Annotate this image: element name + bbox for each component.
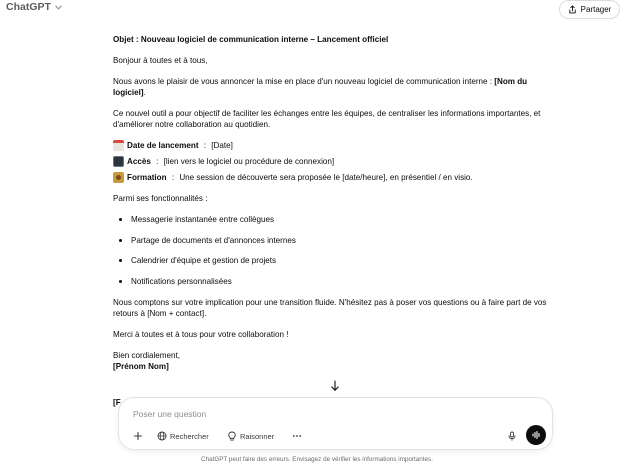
more-dots-icon xyxy=(292,431,302,441)
signature-partial: [F xyxy=(113,398,121,407)
composer xyxy=(118,397,553,450)
detail-value: [Date] xyxy=(211,141,233,150)
list-item: Calendrier d'équipe et gestion de projets xyxy=(113,255,553,266)
software-name: [Nom du logiciel] xyxy=(113,77,528,97)
detail-sep: : xyxy=(153,157,161,166)
computer-emoji-icon xyxy=(113,156,124,167)
sign-off: Bien cordialement, xyxy=(113,350,181,360)
calendar-emoji-icon xyxy=(113,140,124,151)
email-signoff xyxy=(113,350,553,372)
detail-launch-date xyxy=(113,140,553,151)
features-intro: Parmi ses fonctionnalités : xyxy=(113,194,208,203)
assistant-message xyxy=(113,34,553,382)
scroll-down-icon[interactable] xyxy=(330,380,340,392)
lightbulb-icon xyxy=(227,431,237,441)
search-label: Rechercher xyxy=(170,431,209,441)
list-item: Notifications personnalisées xyxy=(113,276,553,287)
detail-value: Une session de découverte sera proposée le [date/heure], en présentiel / en visio. xyxy=(179,173,473,182)
disclaimer: ChatGPT peut faire des erreurs. Envisagez de vérifier les informations importantes. xyxy=(201,456,433,463)
reason-button[interactable] xyxy=(227,428,274,444)
app-title: ChatGPT xyxy=(6,1,51,13)
detail-sep: : xyxy=(201,141,209,150)
email-greeting: Bonjour à toutes et à tous, xyxy=(113,56,208,65)
share-button[interactable] xyxy=(559,0,620,19)
teacher-emoji-icon xyxy=(113,172,124,183)
voice-waveform-icon xyxy=(531,430,541,440)
email-call-to-action: Nous comptons sur votre implication pour une transition fluide. N'hésitez pas à poser vos questions ou à faire part de vos retours à [Nom + contact]. xyxy=(113,297,547,318)
chevron-down-icon xyxy=(54,3,63,12)
email-purpose: Ce nouvel outil a pour objectif de faciliter les échanges entre les équipes, de centraliser les informations importantes, et d'améliorer notre collaboration au quotidien. xyxy=(113,109,541,129)
intro-text: Nous avons le plaisir de vous annoncer la mise en place d'un nouveau logiciel de communication interne : xyxy=(113,77,493,86)
detail-label: Formation xyxy=(127,173,167,182)
intro-end: . xyxy=(143,88,146,97)
plus-icon xyxy=(133,431,143,441)
model-selector[interactable] xyxy=(6,1,63,13)
email-intro xyxy=(113,76,553,98)
list-item: Partage de documents et d'annonces internes xyxy=(113,235,553,246)
top-bar xyxy=(0,0,634,20)
dictate-button[interactable] xyxy=(506,428,518,444)
share-label: Partager xyxy=(580,5,612,14)
list-item: Messagerie instantanée entre collègues xyxy=(113,214,553,225)
reason-label: Raisonner xyxy=(240,431,275,441)
signature-name: [Prénom Nom] xyxy=(113,361,169,371)
detail-access xyxy=(113,156,553,167)
detail-training xyxy=(113,172,553,183)
detail-value: [lien vers le logiciel ou procédure de connexion] xyxy=(163,157,335,166)
voice-mode-button[interactable] xyxy=(526,425,546,445)
microphone-icon xyxy=(507,431,517,441)
globe-icon xyxy=(157,431,167,441)
email-thanks: Merci à toutes et à tous pour votre collaboration ! xyxy=(113,329,289,339)
feature-list xyxy=(113,214,553,287)
prompt-input[interactable] xyxy=(133,407,513,421)
detail-label: Accès xyxy=(127,157,151,166)
add-attachment-button[interactable] xyxy=(131,428,145,444)
detail-sep: : xyxy=(169,173,177,182)
email-subject: Objet : Nouveau logiciel de communication interne – Lancement officiel xyxy=(113,35,389,44)
detail-label: Date de lancement xyxy=(127,141,199,150)
share-icon xyxy=(568,5,577,14)
more-tools-button[interactable] xyxy=(290,428,304,444)
search-button[interactable] xyxy=(157,428,209,444)
